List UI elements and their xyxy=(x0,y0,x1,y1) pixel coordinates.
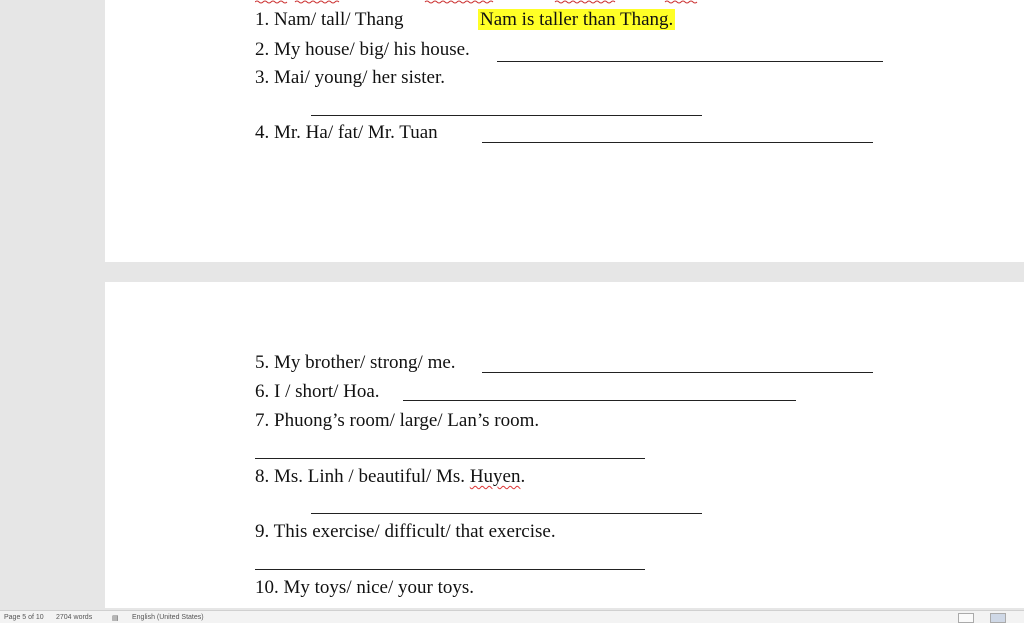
answer-blank-4[interactable] xyxy=(482,142,873,143)
item-number: 10. xyxy=(255,577,279,598)
item-number: 7. xyxy=(255,410,270,431)
item-prompt: Ms. Linh / beautiful/ Ms. Huyen. xyxy=(274,466,526,487)
exercise-item-8 xyxy=(255,466,525,488)
language-indicator[interactable]: English (United States) xyxy=(132,614,204,621)
highlighted-answer: Nam is taller than Thang. xyxy=(480,9,674,30)
exercise-item-1 xyxy=(255,9,403,31)
exercise-item-5 xyxy=(255,352,456,374)
item-prompt: Mr. Ha/ fat/ Mr. Tuan xyxy=(274,122,438,143)
item-number: 2. xyxy=(255,39,270,60)
answer-blank-9[interactable] xyxy=(255,569,645,570)
item-prompt: My house/ big/ his house. xyxy=(274,39,470,60)
item-number: 3. xyxy=(255,67,270,88)
item-number: 4. xyxy=(255,122,270,143)
item-number: 5. xyxy=(255,352,270,373)
exercise-item-4 xyxy=(255,122,438,144)
exercise-item-2 xyxy=(255,39,470,61)
item-number: 9. xyxy=(255,521,270,542)
page-indicator[interactable]: Page 5 of 10 xyxy=(4,614,44,621)
answer-blank-5[interactable] xyxy=(482,372,873,373)
document-page[interactable] xyxy=(105,0,1024,262)
item-prompt: Phuong’s room/ large/ Lan’s room. xyxy=(274,410,540,431)
exercise-item-10 xyxy=(255,577,474,599)
exercise-item-9 xyxy=(255,521,556,543)
item-prompt: Nam/ tall/ Thang xyxy=(274,9,404,30)
exercise-item-3 xyxy=(255,67,445,89)
item-prompt: I / short/ Hoa. xyxy=(274,381,380,402)
spellcheck-squiggles xyxy=(255,0,735,4)
answer-blank-2[interactable] xyxy=(497,61,883,62)
answer-blank-6[interactable] xyxy=(403,400,796,401)
item-prompt: My brother/ strong/ me. xyxy=(274,352,456,373)
answer-blank-7[interactable] xyxy=(255,458,645,459)
status-bar xyxy=(0,610,1024,623)
item-prompt: This exercise/ difficult/ that exercise. xyxy=(273,521,556,542)
example-answer xyxy=(478,9,675,31)
item-number: 8. xyxy=(255,466,270,487)
proofing-icon[interactable]: ▤ xyxy=(112,615,119,622)
item-number: 6. xyxy=(255,381,270,402)
answer-blank-3[interactable] xyxy=(311,115,702,116)
exercise-item-7 xyxy=(255,410,539,432)
spellcheck-flagged-word[interactable]: Huyen xyxy=(469,466,521,487)
word-count[interactable]: 2704 words xyxy=(56,614,93,621)
exercise-item-6 xyxy=(255,381,380,403)
item-prompt: Mai/ young/ her sister. xyxy=(274,67,445,88)
item-number: 1. xyxy=(255,9,270,30)
item-prompt: My toys/ nice/ your toys. xyxy=(283,577,475,598)
answer-blank-8[interactable] xyxy=(311,513,702,514)
document-page[interactable] xyxy=(105,282,1024,608)
